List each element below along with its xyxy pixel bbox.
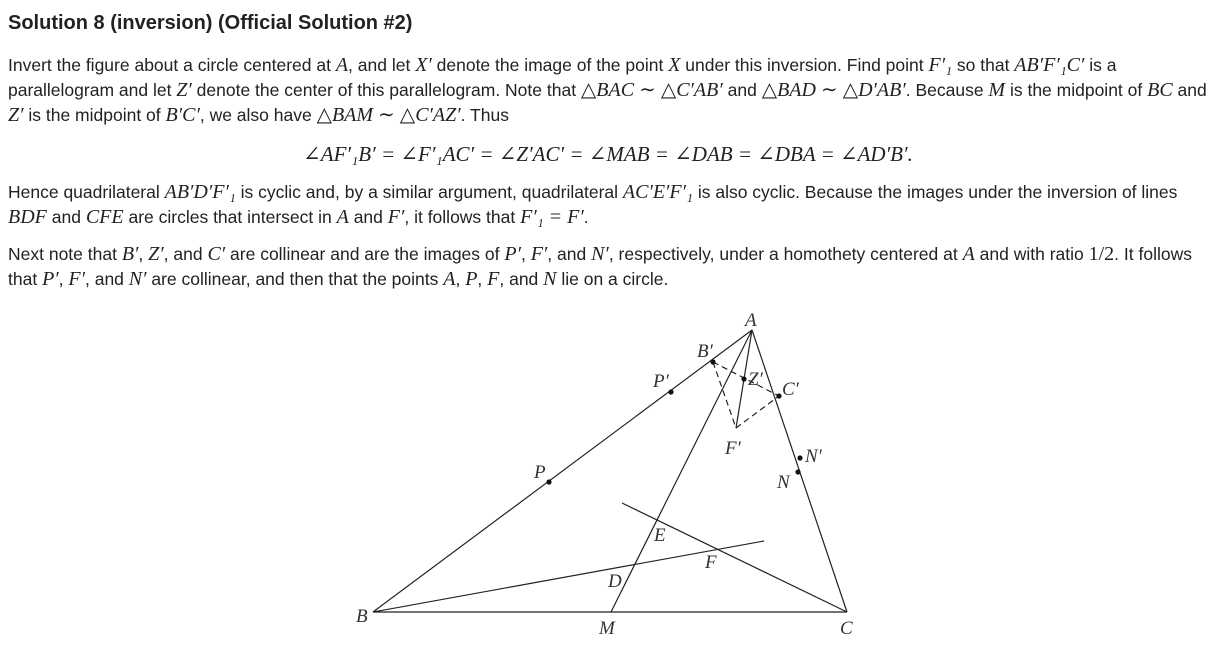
label-a: A xyxy=(745,310,757,331)
label-f: F xyxy=(705,552,717,573)
label-p: P xyxy=(534,462,546,483)
point-cprime xyxy=(776,393,781,398)
point-n xyxy=(795,469,800,474)
label-m: M xyxy=(599,618,615,639)
segment-ab xyxy=(373,330,752,612)
segment-cfe-line xyxy=(622,503,847,612)
label-d: D xyxy=(608,571,622,592)
label-fprime: F′ xyxy=(725,438,741,459)
segment-am xyxy=(611,330,752,612)
label-nprime: N′ xyxy=(805,446,822,467)
paragraph-2: Hence quadrilateral AB′D′F′₁ is cyclic and, by a similar argument, quadrilateral AC′E′F′₁ is also cyclic. Because the images under the inversion of lines BDF and CFE are circles that intersect in A and F′, it follows that F′₁ = F′. xyxy=(8,181,1178,228)
label-zprime: Z′ xyxy=(748,369,763,390)
label-pprime: P′ xyxy=(653,371,669,392)
solution-heading: Solution 8 (inversion) (Official Solution #2) xyxy=(8,12,413,34)
label-bprime: B′ xyxy=(697,341,713,362)
paragraph-1: Invert the figure about a circle centered at A, and let X′ denote the image of the point X under this inversion. Find point F′₁ so that AB′F′₁C′ is a parallelogram and let Z′ denote the center of this parallelogram. Note that △BAC ∼ △C′AB′ and △BAD ∼ △D′AB′. Because M is the midpoint of BC and Z′ is the midpoint of B′C′, we also have △BAM ∼ △C′AZ′. Thus xyxy=(8,54,1207,126)
point-zprime xyxy=(741,376,746,381)
dashed-fprime-cprime xyxy=(736,396,779,428)
label-e: E xyxy=(654,525,666,546)
label-cprime: C′ xyxy=(782,379,799,400)
point-pprime xyxy=(668,389,673,394)
label-n: N xyxy=(777,472,790,493)
point-p xyxy=(546,479,551,484)
label-b: B xyxy=(356,606,368,627)
point-nprime xyxy=(797,455,802,460)
paragraph-3: Next note that B′, Z′, and C′ are collinear and are the images of P′, F′, and N′, respectively, under a homothety centered at A and with ratio 1/2. It follows that P′, F′, and N′ are collinear, and then that the points A, P, F, and N lie on a circle. xyxy=(8,243,1192,290)
label-c: C xyxy=(840,618,853,639)
angle-equation: ∠AF′₁B′ = ∠F′₁AC′ = ∠Z′AC′ = ∠MAB = ∠DAB = ∠DBA = ∠AD′B′. xyxy=(303,142,913,166)
